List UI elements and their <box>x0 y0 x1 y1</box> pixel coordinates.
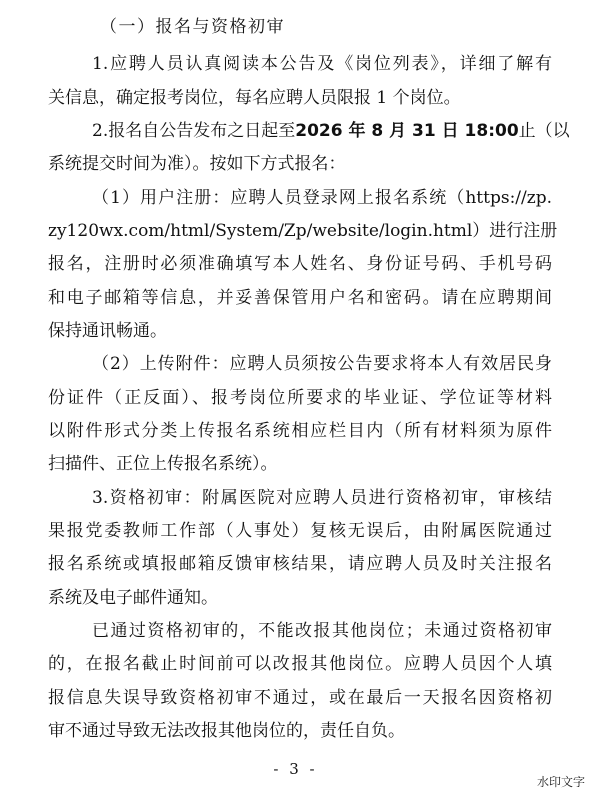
paragraph-line: 报信息失误导致资格初审不通过，或在最后一天报名因资格初 <box>48 688 552 708</box>
paragraph-line: （1）用户注册：应聘人员登录网上报名系统（https://zp. <box>92 188 552 208</box>
registration-url-line: zy120wx.com/html/System/Zp/website/login.html）进行注册 <box>48 221 558 241</box>
registration-deadline: 2026 年 8 月 31 日 18:00 <box>295 121 519 141</box>
paragraph-line: 审不通过导致无法改报其他岗位的，责任自负。 <box>48 721 405 741</box>
paragraph-line: 果报党委教师工作部（人事处）复核无误后，由附属医院通过 <box>48 521 552 541</box>
paragraph-line: 保持通讯畅通。 <box>48 321 167 341</box>
paragraph-line: 报名系统或填报邮箱反馈审核结果，请应聘人员及时关注报名 <box>48 554 552 574</box>
watermark-text: 水印文字 <box>536 775 585 789</box>
paragraph-line: 关信息，确定报考岗位，每名应聘人员限报 1 个岗位。 <box>48 88 461 108</box>
paragraph-line: 1.应聘人员认真阅读本公告及《岗位列表》，详细了解有 <box>92 54 552 74</box>
registration-text: 2.报名自公告发布之日起至 <box>92 121 296 141</box>
paragraph-line: 系统提交时间为准）。按如下方式报名： <box>48 154 346 174</box>
paragraph-line: 份证件（正反面）、报考岗位所要求的毕业证、学位证等材料 <box>48 388 552 408</box>
registration-text-end: 止（以 <box>518 121 570 141</box>
paragraph-line: 扫描件、正位上传报名系统）。 <box>48 454 278 474</box>
paragraph-line <box>92 120 570 142</box>
paragraph-line: 系统及电子邮件通知。 <box>48 588 218 608</box>
paragraph-line: 报名，注册时必须准确填写本人姓名、身份证号码、手机号码 <box>48 254 552 274</box>
paragraph-line: （2）上传附件：应聘人员须按公告要求将本人有效居民身 <box>92 354 552 374</box>
paragraph-line: 以附件形式分类上传报名系统相应栏目内（所有材料须为原件 <box>48 421 552 441</box>
section-heading: （一）报名与资格初审 <box>100 17 285 37</box>
paragraph-line: 的，在报名截止时间前可以改报其他岗位。应聘人员因个人填 <box>48 654 552 674</box>
paragraph-line: 和电子邮箱等信息，并妥善保管用户名和密码。请在应聘期间 <box>48 288 552 308</box>
paragraph-line: 已通过资格初审的，不能改报其他岗位；未通过资格初审 <box>92 621 552 641</box>
page-number: - 3 - <box>273 760 318 778</box>
paragraph-line: 3.资格初审：附属医院对应聘人员进行资格初审，审核结 <box>92 488 552 508</box>
